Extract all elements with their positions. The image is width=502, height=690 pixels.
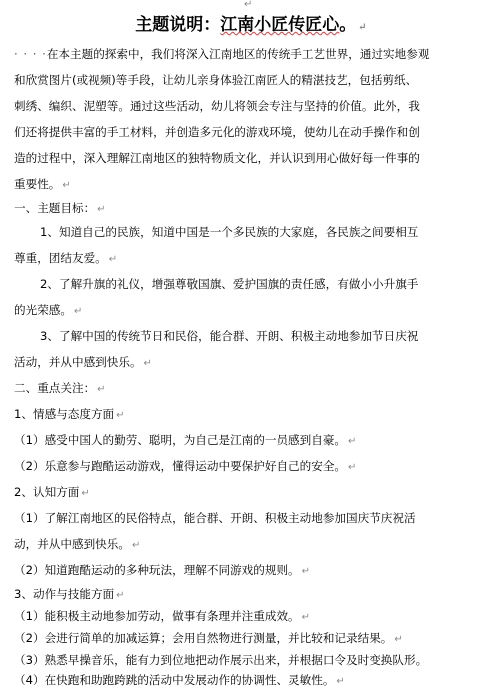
goal-3-line-2 (14, 354, 490, 372)
subheading-text: 1、情感与态度方面 (14, 407, 115, 421)
paragraph-mark: ↵ (394, 634, 403, 645)
paragraph-mark: ↵ (131, 540, 141, 551)
paragraph-mark: ↵ (244, 0, 253, 10)
heading-text: 二、重点关注： (14, 381, 96, 395)
intro-line-5: 造的过程中，深入理解江南地区的独特物质文化，并认识到用心做好每一件事的 (14, 151, 420, 165)
item-text: 动，并从中感到快乐。 (14, 537, 130, 551)
subheading-emotion (14, 406, 490, 424)
goal-3-line-1: 3、了解中国的传统节日和民俗，能合群、开朗、积极主动地参加节日庆祝 (40, 329, 419, 343)
paragraph-mark: ↵ (97, 204, 106, 215)
title-emphasis: 江南小匠传匠心 (220, 15, 340, 35)
document-title (0, 14, 502, 39)
paragraph-mark: ↵ (143, 358, 152, 369)
intro-line-3: 刺绣、编织、泥塑等。通过这些活动，幼儿将领会专注与坚持的价值。此外，我 (14, 99, 420, 113)
item-text: （4）在快跑和助跑跨跳的活动中发展动作的协调性、灵敏性。 (14, 673, 335, 687)
subheading-skills (14, 586, 490, 604)
emotion-item-1 (14, 432, 490, 450)
paragraph-mark: ↵ (108, 254, 118, 265)
subheading-text: 2、认知方面 (14, 485, 80, 499)
item-text: （2）知道跑酷运动的多种玩法，理解不同游戏的规则。 (14, 563, 300, 577)
intro-line-2: 和欣赏图片(或视频)等手段，让幼儿亲身体验江南匠人的精湛技艺，包括剪纸、 (14, 73, 418, 87)
cognition-item-1-line-2 (14, 536, 490, 554)
goal-1-line-1: 1、知道自己的民族，知道中国是一个多民族的大家庭，各民族之间要相互 (40, 225, 419, 239)
goal-1-text-2: 尊重，团结友爱。 (14, 251, 107, 265)
subheading-text: 3、动作与技能方面 (14, 587, 115, 601)
goal-3-text-2: 活动，并从中感到快乐。 (14, 355, 142, 369)
title-prefix: 主题说明： (135, 15, 221, 35)
skills-item-3 (14, 652, 490, 668)
paragraph-mark: ↵ (301, 566, 311, 577)
goal-2-line-2 (14, 302, 490, 320)
item-text: （2）乐意参与跑酷运动游戏，懂得运动中要保护好自己的安全。 (14, 459, 347, 473)
item-text: （1）感受中国人的勤劳、聪明，为自己是江南的一员感到自豪。 (14, 433, 347, 447)
paragraph-mark: ↵ (358, 22, 367, 33)
goal-1-line-2 (14, 250, 490, 268)
paragraph-mark: ↵ (97, 384, 106, 395)
paragraph-mark: ↵ (301, 612, 311, 623)
skills-item-2 (14, 630, 490, 648)
intro-line-6 (14, 176, 490, 194)
emotion-item-2 (14, 458, 490, 476)
heading-text: 一、主题目标： (14, 201, 96, 215)
paragraph-mark: ↵ (348, 436, 357, 447)
paragraph-mark: ↵ (348, 462, 357, 473)
intro-text-6: 重要性。 (14, 177, 61, 191)
paragraph-mark: ↵ (81, 488, 90, 499)
goal-2-text-2: 的光荣感。 (14, 303, 72, 317)
cognition-item-2 (14, 562, 490, 580)
paragraph-mark: ↵ (116, 410, 125, 421)
section-heading-goals (14, 200, 490, 218)
paragraph-mark: ↵ (62, 180, 71, 191)
intro-line-4: 们还将提供丰富的手工材料，并创造多元化的游戏环境，使幼儿在动手操作和创 (14, 125, 420, 139)
goal-2-line-1: 2、了解升旗的礼仪，增强尊敬国旗、爱护国旗的责任感，有做小小升旗手 (40, 277, 419, 291)
indent-dots: · · · · (14, 47, 47, 61)
subheading-cognition (14, 484, 490, 502)
item-text: （2）会进行简单的加减运算；会用自然物进行测量，并比较和记录结果。 (14, 631, 393, 645)
skills-item-4 (14, 672, 490, 690)
skills-item-1 (14, 608, 490, 626)
paragraph-mark: ↵ (73, 306, 83, 317)
title-tail: 。 (339, 15, 357, 35)
intro-line-1 (14, 46, 490, 62)
item-text: （3）熟悉早操音乐，能有力到位地把动作展示出来，并根据口令及时变换队形。 (14, 653, 428, 667)
intro-text-1: 在本主题的探索中，我们将深入江南地区的传统手工艺世界，通过实地参观 (46, 47, 430, 61)
cognition-item-1-line-1: （1）了解江南地区的民俗特点，能合群、开朗、积极主动地参加国庆节庆祝活 (14, 511, 416, 525)
section-heading-focus (14, 380, 490, 398)
item-text: （1）能积极主动地参加劳动，做事有条理并注重成效。 (14, 609, 300, 623)
paragraph-mark: ↵ (116, 590, 125, 601)
paragraph-mark: ↵ (336, 676, 345, 687)
